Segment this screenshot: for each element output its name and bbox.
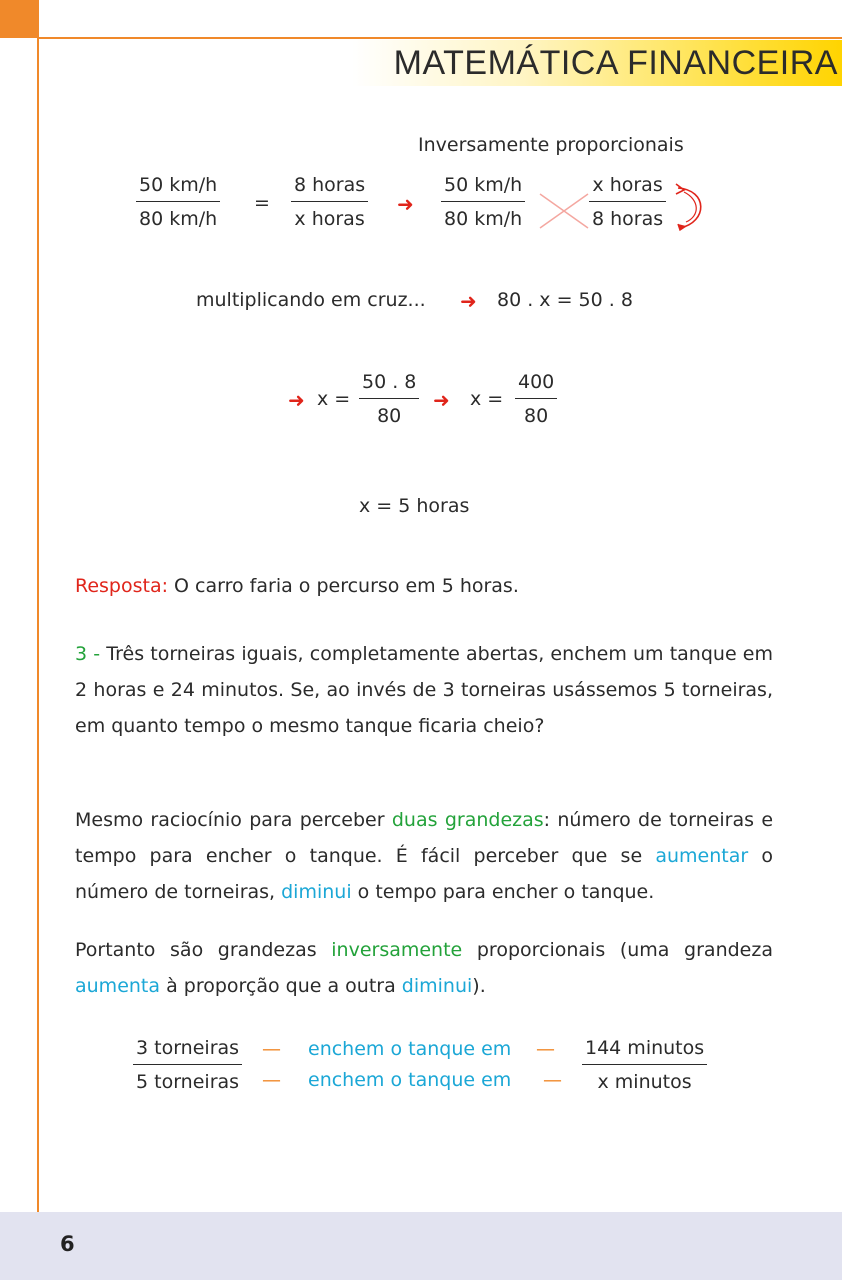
dash: — <box>543 1069 562 1091</box>
right-arrow-icon: ➜ <box>397 192 414 216</box>
cross-multiply-icon <box>536 190 592 232</box>
fraction-5-den: 80 <box>377 405 402 427</box>
x-equals-1: x = <box>317 388 351 410</box>
row1-left: 3 torneiras <box>133 1035 242 1065</box>
fraction-4 <box>589 172 666 232</box>
row2-left: 5 torneiras <box>136 1071 240 1093</box>
page-number: 6 <box>60 1232 75 1256</box>
right-arrow-icon: ➜ <box>460 289 477 313</box>
dash: — <box>536 1038 555 1060</box>
fraction-1 <box>136 172 220 232</box>
highlight: diminui <box>281 881 352 903</box>
paragraph-3 <box>75 932 773 1004</box>
table-right-fraction <box>582 1035 707 1095</box>
text: ). <box>472 975 486 997</box>
problem-text: Três torneiras iguais, completamente abertas, enchem um tanque em 2 horas e 24 minutos. Se, ao invés de 3 torneiras usássemos 5 torneiras, em quanto tempo o mesmo tanque ficaria cheio? <box>75 643 774 737</box>
row2-right: x minutos <box>597 1071 692 1093</box>
highlight: aumentar <box>655 845 749 867</box>
page-title: MATEMÁTICA FINANCEIRA <box>393 44 838 82</box>
fraction-2-den: x horas <box>294 208 365 230</box>
fraction-4-num: x horas <box>589 172 665 202</box>
answer-label: Resposta: <box>75 575 169 597</box>
text: Portanto são grandezas <box>75 939 332 961</box>
fraction-5 <box>359 369 419 429</box>
dash: — <box>262 1038 281 1060</box>
table-left-fraction <box>133 1035 242 1095</box>
highlight: duas grandezas <box>391 809 544 831</box>
fraction-5-num: 50 . 8 <box>359 369 419 399</box>
result: x = 5 horas <box>359 495 470 517</box>
cross-multiply-text: multiplicando em cruz... <box>196 289 426 311</box>
x-equals-2: x = <box>470 388 504 410</box>
dash: — <box>262 1069 281 1091</box>
answer-text: O carro faria o percurso em 5 horas. <box>168 575 519 597</box>
left-rule <box>37 0 39 1212</box>
answer <box>75 568 773 604</box>
text: : número de torneiras e tempo para encher o tanque. É fácil perceber que se <box>75 809 774 867</box>
highlight: inversamente <box>331 939 463 961</box>
fraction-1-num: 50 km/h <box>136 172 220 202</box>
fraction-3-num: 50 km/h <box>441 172 525 202</box>
equals-sign: = <box>254 192 270 214</box>
text: o número de torneiras, <box>75 845 773 903</box>
subtitle: Inversamente proporcionais <box>418 134 684 156</box>
fraction-2 <box>291 172 368 232</box>
row1-mid: enchem o tanque em <box>308 1038 512 1060</box>
text: o tempo para encher o tanque. <box>351 881 655 903</box>
fraction-1-den: 80 km/h <box>139 208 218 230</box>
highlight: diminui <box>401 975 473 997</box>
cross-result: 80 . x = 50 . 8 <box>497 289 633 311</box>
fraction-3-den: 80 km/h <box>444 208 523 230</box>
row2-mid: enchem o tanque em <box>308 1069 512 1091</box>
row1-right: 144 minutos <box>582 1035 707 1065</box>
problem-number: 3 - <box>75 643 101 665</box>
fraction-2-num: 8 horas <box>291 172 368 202</box>
fraction-6-den: 80 <box>524 405 549 427</box>
paragraph-2 <box>75 802 773 910</box>
problem-3 <box>75 636 773 744</box>
fraction-4-den: 8 horas <box>592 208 664 230</box>
fraction-3 <box>441 172 525 232</box>
text: Mesmo raciocínio para perceber <box>75 809 392 831</box>
corner-block <box>0 0 38 38</box>
text: à proporção que a outra <box>160 975 402 997</box>
right-arrow-icon: ➜ <box>433 388 450 412</box>
fraction-6 <box>515 369 557 429</box>
fraction-6-num: 400 <box>515 369 557 399</box>
footer-bar <box>0 1212 842 1280</box>
highlight: aumenta <box>75 975 161 997</box>
text: proporcionais (uma grandeza <box>462 939 773 961</box>
swap-arrow-icon <box>674 180 708 236</box>
right-arrow-icon: ➜ <box>288 388 305 412</box>
top-rule <box>37 37 842 39</box>
